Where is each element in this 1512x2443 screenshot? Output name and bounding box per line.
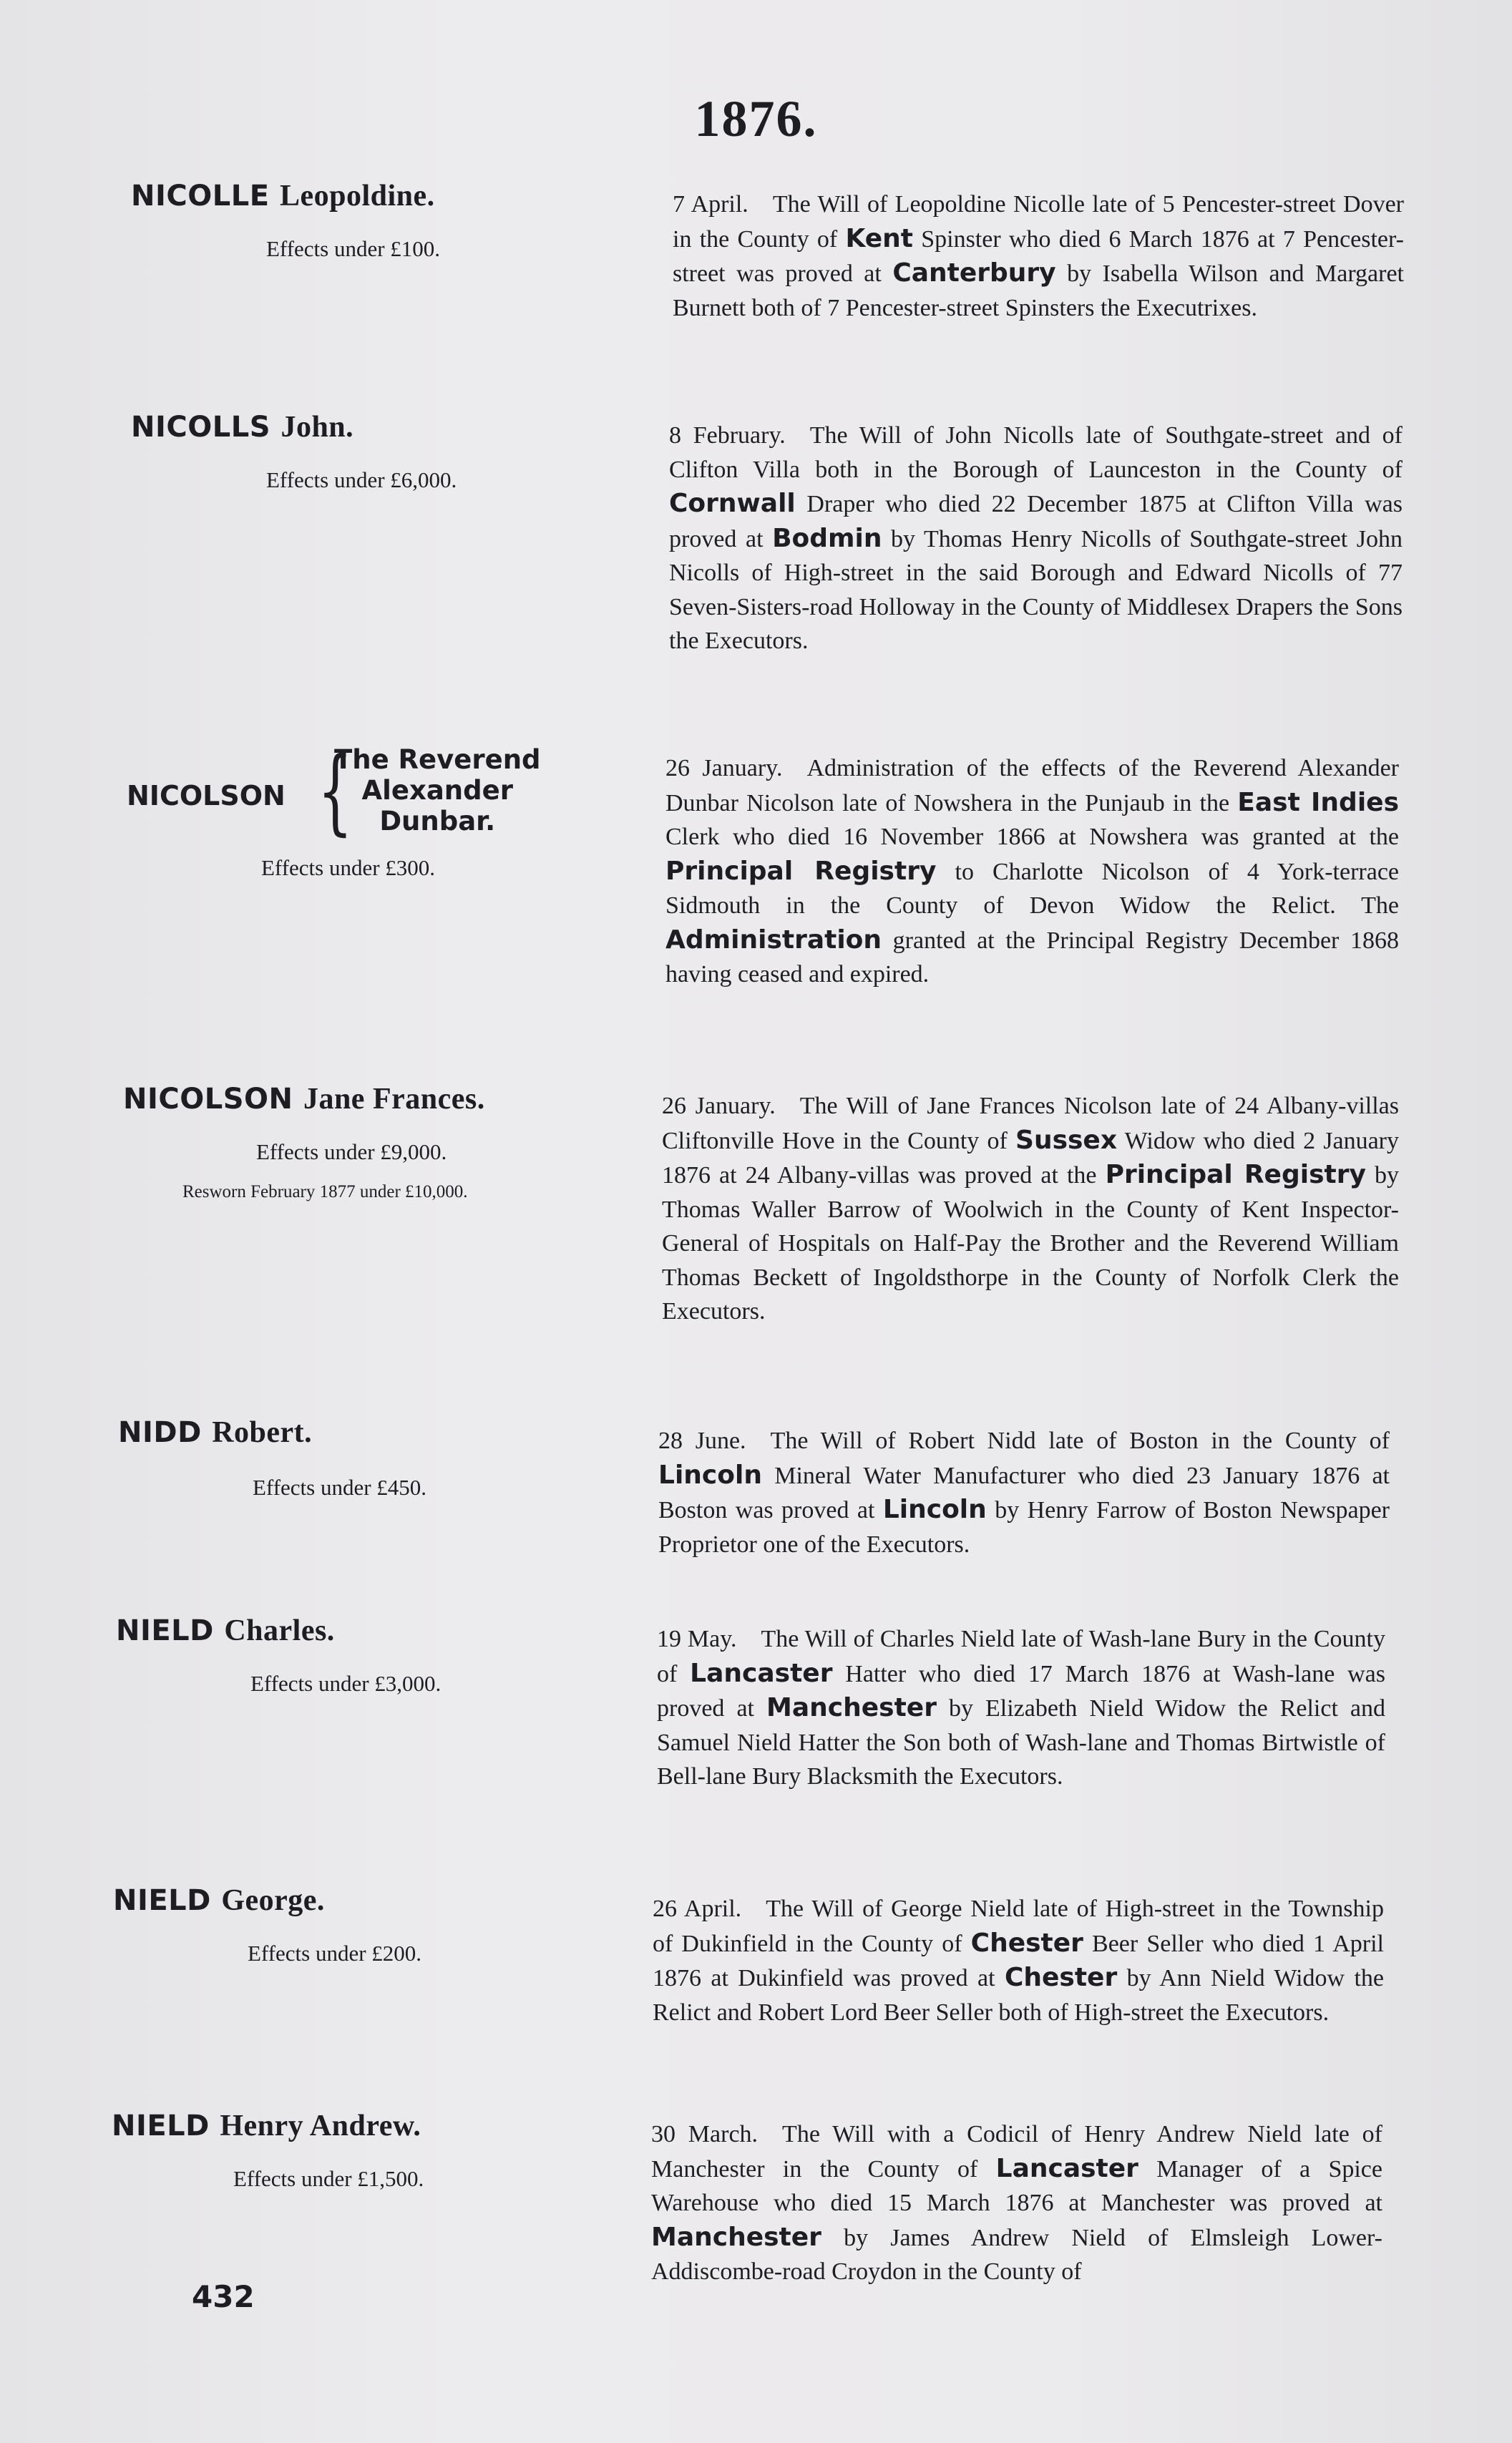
entry-given-lines (334, 744, 541, 837)
entry-resworn: Resworn February 1877 under £10,000. (182, 1182, 468, 1201)
entry-date: 19 May. (657, 1626, 737, 1652)
entry-name (131, 410, 353, 444)
entry-surname: NIDD (118, 1416, 202, 1449)
entry-name (118, 1415, 312, 1450)
entry-effects: Effects under £1,500. (233, 2166, 424, 2191)
entry-effects: Effects under £300. (261, 855, 436, 880)
entry-text: The Will of Charles Nield late of Wash-lane Bury in the County of Lancaster Hatter who died 17 March 1876 at Wash-lane was proved at Manchester by Elizabeth Nield Widow the Relict and Samuel Nield Hatter the Son both of Wash-lane and Thomas Birtwistle of Bell-lane Bury Blacksmith the Executors. (657, 1626, 1386, 1790)
entry-text: The Will with a Codicil of Henry Andrew Nield late of Manchester in the County of Lancaster Manager of a Spice Warehouse who died 15 March 1876 at Manchester was proved at Manchester by James Andrew Nield of Elmsleigh Lower-Addiscombe-road Croydon in the County of (651, 2121, 1382, 2285)
entry-body (665, 751, 1399, 992)
entry-surname: NICOLSON (123, 1083, 293, 1116)
entry-text: The Will of Robert Nidd late of Boston in the County of Lincoln Mineral Water Manufacturer who died 23 January 1876 at Boston was proved at Lincoln by Henry Farrow of Boston Newspaper Proprietor one of the Executors. (658, 1428, 1390, 1558)
entry-date: 26 January. (665, 755, 783, 781)
entry-name (116, 1614, 335, 1648)
entry-effects: Effects under £3,000. (250, 1671, 442, 1696)
page-year-heading: 1876. (694, 90, 818, 147)
entry-effects: Effects under £200. (248, 1941, 422, 1966)
entry-date: 7 April. (673, 191, 748, 218)
entry-given-name: George. (221, 1884, 325, 1917)
entry-date: 26 April. (653, 1896, 742, 1922)
entry-surname: NIELD (112, 2110, 210, 2142)
entry-text: The Will of Leopoldine Nicolle late of 5 Pencester-street Dover in the County of Kent Spinster who died 6 March 1876 at 7 Pencester-street was proved at Canterbury by Isabella Wilson and Margaret Burnett both of 7 Pencester-street Spinsters the Executrixes. (673, 191, 1404, 321)
entry-text: Administration of the effects of the Reverend Alexander Dunbar Nicolson late of Nowshera in the Punjaub in the East Indies Clerk who died 16 November 1866 at Nowshera was granted at the Principal Registry to Charlotte Nicolson of 4 York-terrace Sidmouth in the County of Devon Widow the Relict. The Administration granted at the Principal Registry December 1868 having ceased and expired. (665, 755, 1400, 988)
given-line: Alexander (361, 775, 513, 806)
entry-date: 8 February. (669, 422, 786, 449)
entry-body (653, 1892, 1384, 2029)
entry-given-name: Leopoldine. (279, 180, 435, 213)
entry-text: The Will of Jane Frances Nicolson late of 24 Albany-villas Cliftonville Hove in the County of Sussex Widow who died 2 January 1876 at 24 Albany-villas was proved at the Principal Registry by Thomas Waller Barrow of Woolwich in the County of Kent Inspector-General of Hospitals on Half-Pay the Brother and the Reverend William Thomas Beckett of Ingoldsthorpe in the County of Norfolk Clerk the Executors. (662, 1093, 1400, 1325)
entry-body (657, 1622, 1385, 1794)
entry-date: 28 June. (658, 1428, 746, 1454)
entry-date: 26 January. (662, 1093, 776, 1119)
entry-effects: Effects under £6,000. (266, 467, 457, 492)
entry-text: The Will of George Nield late of High-street in the Township of Dukinfield in the County of Chester Beer Seller who died 1 April 1876 at Dukinfield was proved at Chester by Ann Nield Widow the Relict and Robert Lord Beer Seller both of High-street the Executors. (653, 1896, 1384, 2026)
entry-effects: Effects under £100. (266, 236, 441, 261)
entry-name (123, 1082, 485, 1116)
entry-surname: NICOLSON (127, 780, 286, 811)
entry-given-name: John. (281, 411, 354, 444)
entry-surname: NIELD (116, 1614, 214, 1647)
page-number: 432 (192, 2279, 255, 2314)
entry-body (662, 1089, 1399, 1329)
entry-body (669, 419, 1403, 658)
entry-body (658, 1424, 1390, 1561)
entry-effects: Effects under £9,000. (256, 1139, 447, 1164)
entry-date: 30 March. (651, 2121, 759, 2147)
entry-name (112, 2109, 421, 2143)
entry-given-name: Robert. (212, 1416, 313, 1449)
entry-surname: NIELD (113, 1884, 211, 1917)
entry-surname: NICOLLE (131, 180, 270, 213)
entry-name (113, 1883, 325, 1918)
brace-glyph: { (317, 736, 353, 845)
entry-body (651, 2117, 1382, 2289)
given-line: Dunbar. (379, 806, 496, 837)
entry-given-name: Jane Frances. (303, 1083, 485, 1116)
given-line: The Reverend (334, 744, 541, 775)
entry-body (673, 187, 1404, 325)
entry-text: The Will of John Nicolls late of Southgate-street and of Clifton Villa both in the Borough of Launceston in the County of Cornwall Draper who died 22 December 1875 at Clifton Villa was proved at Bodmin by Thomas Henry Nicolls of Southgate-street John Nicolls of High-street in the said Borough and Edward Nicolls of 77 Seven-Sisters-road Holloway in the County of Middlesex Drapers the Sons the Executors. (669, 422, 1403, 654)
entry-surname: NICOLLS (131, 411, 271, 444)
entry-effects: Effects under £450. (253, 1475, 427, 1500)
entry-given-name: Charles. (224, 1614, 335, 1647)
entry-given-name: Henry Andrew. (220, 2110, 421, 2142)
entry-name (131, 179, 435, 213)
